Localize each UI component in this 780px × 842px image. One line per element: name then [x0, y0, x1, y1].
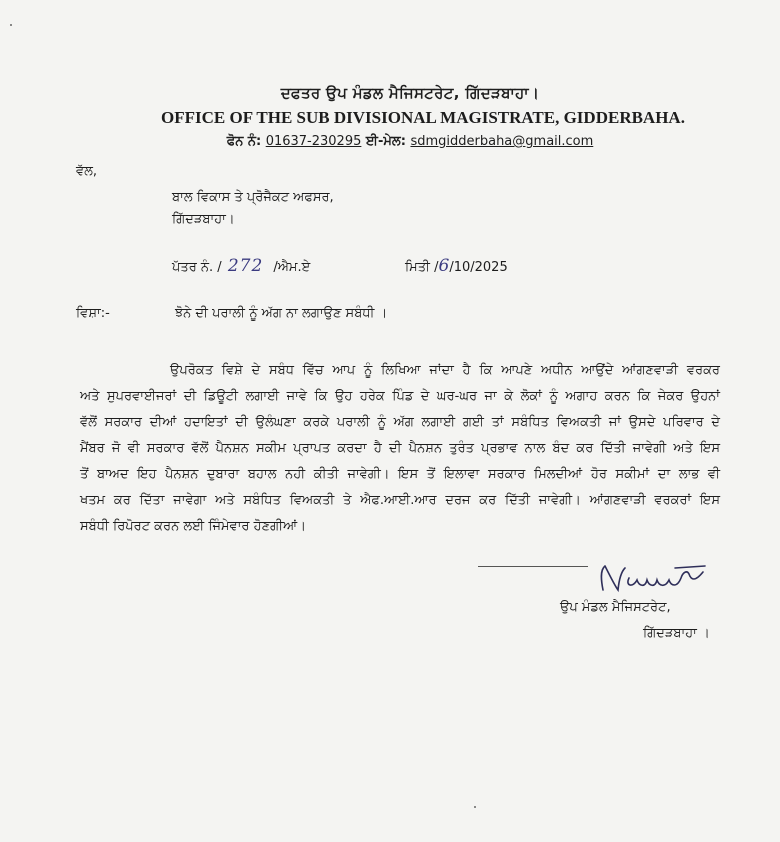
phone-label: ਫੋਨ ਨੰ:	[226, 134, 262, 149]
body-line: ਵੱਲੋਂ ਸਰਕਾਰ ਦੀਆਂ ਹਦਾਇਤਾਂ ਦੀ ਉਲੰਘਣਾ ਕਰਕੇ ਪਰਾਲੀ ਨੂੰ ਅੱਗ ਲਗਾਈ ਗਈ ਤਾਂ ਸਬੰਧਿਤ ਵਿਅਕਤੀ ਜਾਂ ਉਸਦੇ ਪਰਿਵਾਰ ਦੇ	[80, 415, 720, 430]
to-label: ਵੱਲ,	[76, 164, 98, 179]
email-label: ਈ-ਮੇਲ:	[365, 134, 406, 149]
contact-line	[0, 134, 780, 149]
letter-body	[80, 358, 720, 540]
signature-stroke	[478, 566, 588, 567]
date-handwritten-day: 6	[438, 256, 450, 276]
body-line: ਤੋਂ ਬਾਅਦ ਇਹ ਪੈਨਸ਼ਨ ਦੁਬਾਰਾ ਬਹਾਲ ਨਹੀ ਕੀਤੀ ਜਾਵੇਗੀ। ਇਸ ਤੋਂ ਇਲਾਵਾ ਸਰਕਾਰ ਮਿਲਦੀਆਂ ਹੋਰ ਸਕੀਮਾਂ ਦਾ ਲਾਭ ਵੀ	[80, 467, 720, 482]
handwritten-signature	[585, 560, 720, 600]
body-line: ਉਪਰੋਕਤ ਵਿਸ਼ੇ ਦੇ ਸਬੰਧ ਵਿੱਚ ਆਪ ਨੂੰ ਲਿਖਿਆ ਜਾਂਦਾ ਹੈ ਕਿ ਆਪਣੇ ਅਧੀਨ ਆਉਂਦੇ ਆਂਗਣਵਾੜੀ ਵਰਕਰ	[170, 363, 720, 378]
reference-label: ਪੱਤਰ ਨੰ. /	[172, 260, 222, 275]
scan-speck	[10, 24, 12, 26]
recipient-line-2: ਗਿੱਦੜਬਾਹਾ।	[172, 212, 235, 227]
letter-date	[405, 256, 508, 276]
date-rest: /10/2025	[449, 260, 508, 275]
reference-handwritten-number: 272	[227, 256, 264, 276]
date-label: ਮਿਤੀ /	[405, 260, 439, 275]
signatory-place: ਗਿੱਦੜਬਾਹਾ ।	[643, 626, 710, 641]
subject-text: ਝੋਨੇ ਦੀ ਪਰਾਲੀ ਨੂੰ ਅੱਗ ਨਾ ਲਗਾਉਣ ਸਬੰਧੀ ।	[175, 306, 388, 321]
recipient-line-1: ਬਾਲ ਵਿਕਾਸ ਤੇ ਪ੍ਰੋਜੈਕਟ ਅਫਸਰ,	[172, 190, 334, 205]
body-line: ਸਬੰਧੀ ਰਿਪੋਰਟ ਕਰਨ ਲਈ ਜਿੰਮੇਵਾਰ ਹੋਣਗੀਆਂ।	[80, 519, 306, 534]
body-line: ਮੈਂਬਰ ਜੋ ਵੀ ਸਰਕਾਰ ਵੱਲੋਂ ਪੈਨਸ਼ਨ ਸਕੀਮ ਪ੍ਰਾਪਤ ਕਰਦਾ ਹੈ ਦੀ ਪੈਨਸ਼ਨ ਤੁਰੰਤ ਪ੍ਰਭਾਵ ਨਾਲ ਬੰਦ ਕਰ ਦਿੱਤੀ ਜਾਵੇਗੀ ਅਤੇ ਇਸ	[80, 441, 720, 456]
subject-label: ਵਿਸ਼ਾ:-	[76, 306, 110, 321]
body-line: ਖਤਮ ਕਰ ਦਿੱਤਾ ਜਾਵੇਗਾ ਅਤੇ ਸਬੰਧਿਤ ਵਿਅਕਤੀ ਤੇ ਐਫ.ਆਈ.ਆਰ ਦਰਜ ਕਰ ਦਿੱਤੀ ਜਾਵੇਗੀ। ਆਂਗਣਵਾੜੀ ਵਰਕਰਾਂ ਇਸ	[80, 493, 720, 508]
office-title-english: OFFICE OF THE SUB DIVISIONAL MAGISTRATE, GIDDERBAHA.	[161, 108, 685, 127]
reference-suffix: /ਐਮ.ਏ	[273, 260, 311, 275]
office-title-punjabi: ਦਫਤਰ ਉਪ ਮੰਡਲ ਮੈਜਿਸਟਰੇਟ, ਗਿੱਦੜਬਾਹਾ।	[280, 84, 540, 102]
scan-speck	[474, 806, 476, 808]
phone-number: 01637-230295	[265, 134, 362, 149]
signatory-designation: ਉਪ ਮੰਡਲ ਮੈਜਿਸਟਰੇਟ,	[560, 600, 671, 615]
reference-number	[172, 256, 310, 276]
body-line: ਅਤੇ ਸੁਪਰਵਾਈਜਰਾਂ ਦੀ ਡਿਊਟੀ ਲਗਾਈ ਜਾਵੇ ਕਿ ਉਹ ਹਰੇਕ ਪਿੰਡ ਦੇ ਘਰ-ਘਰ ਜਾ ਕੇ ਲੋਕਾਂ ਨੂੰ ਅਗਾਹ ਕਰਨ ਕਿ ਜੇਕਰ ਉਹਨਾਂ	[80, 389, 720, 404]
email-address: sdmgidderbaha@gmail.com	[410, 134, 594, 149]
